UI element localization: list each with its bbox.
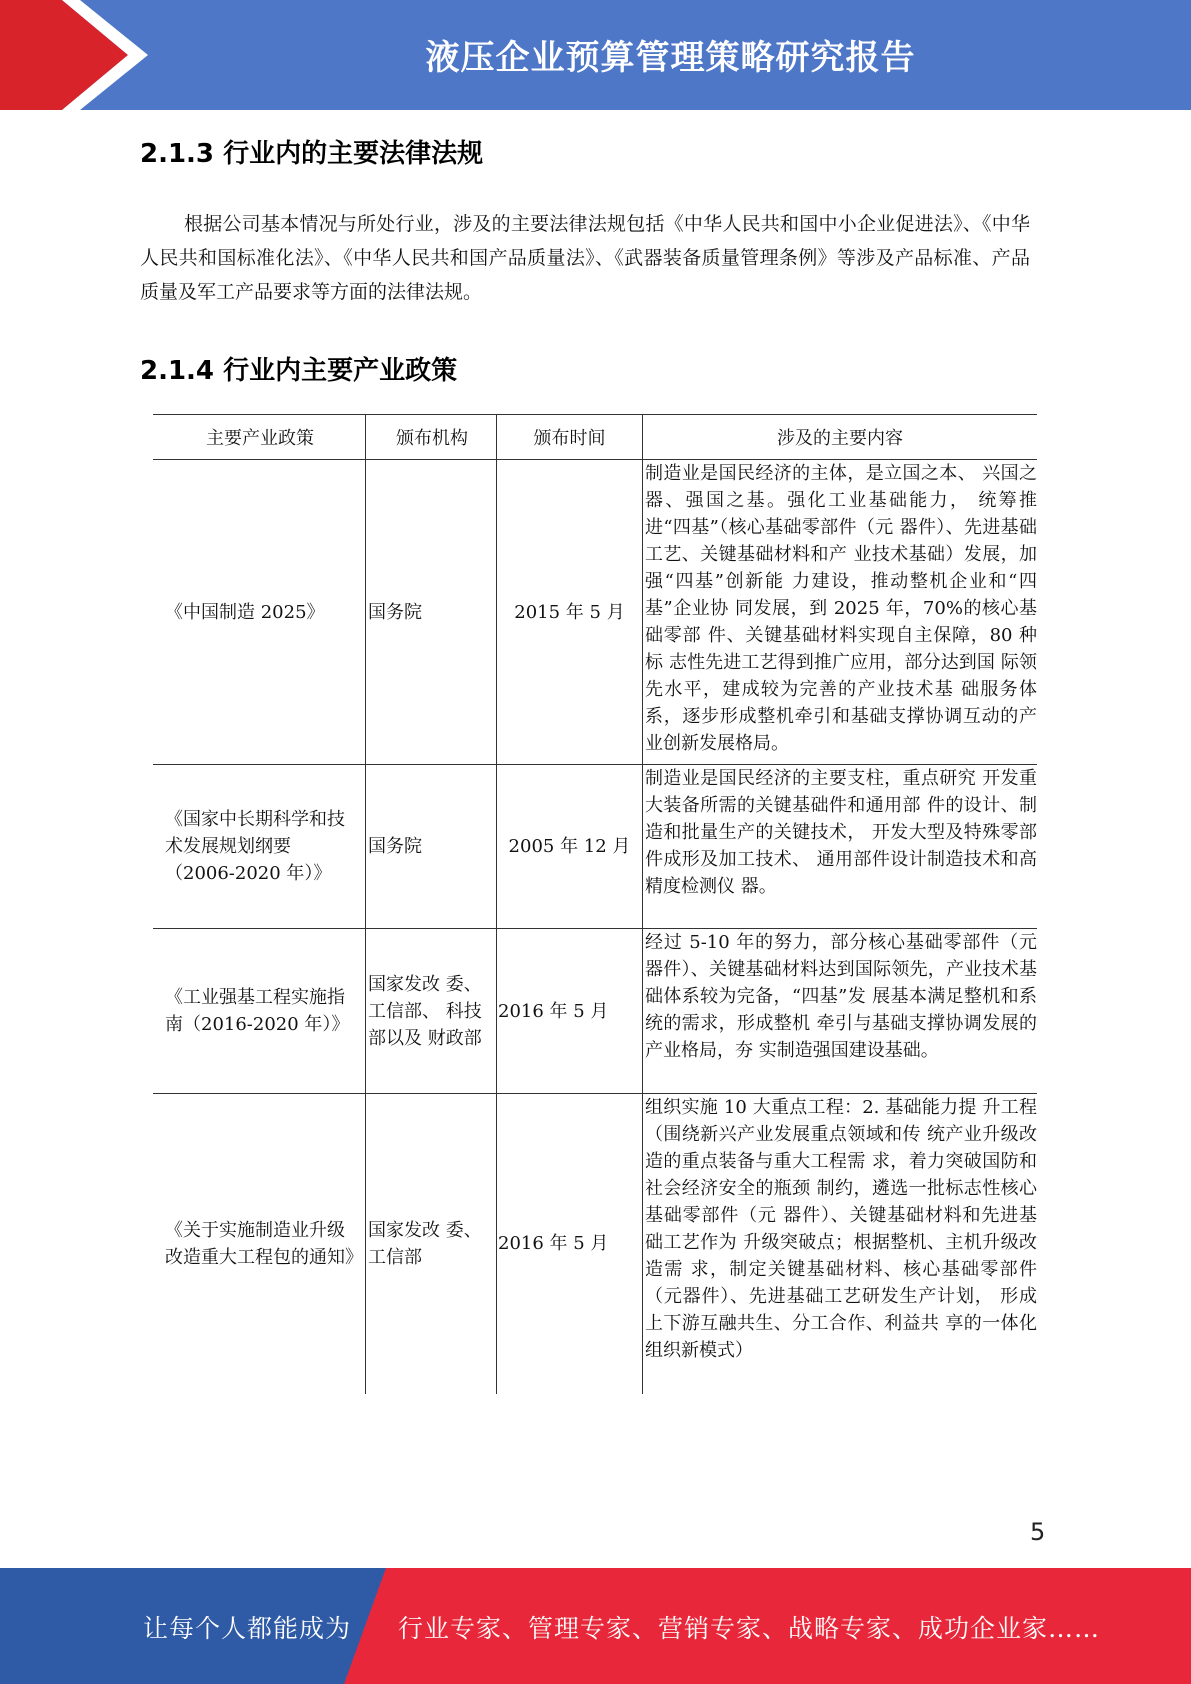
page-number: 5	[1030, 1518, 1046, 1546]
policy-content: 组织实施 10 大重点工程：2. 基础能力提 升工程（围绕新兴产业发展重点领域和传 统产业升级改造的重点装备与重大工程需 求，着力突破国防和社会经济安全的瓶颈 制约，遴选一批标志性核心基础零部件（元 器件）、关键基础材料和先进基础工艺作为 升级突破点；根据整机、主机升级改造需 求，制定关键基础材料、核心基础零部件 （元器件）、先进基础工艺研发生产计划， 形成上下游互融共生、分工合作、利益共 享的一体化组织新模式）	[643, 1094, 1038, 1394]
policy-content: 制造业是国民经济的主体，是立国之本、 兴国之器、强国之基。强化工业基础能力， 统筹推进“四基”（核心基础零部件（元 器件）、先进基础工艺、关键基础材料和产 业技术基础）发展，加强“四基”创新能 力建设，推动整机企业和“四基”企业协 同发展，到 2025 年，70%的核心基础零部 件、关键基础材料实现自主保障，80 种标 志性先进工艺得到推广应用，部分达到国 际领先水平，建成较为完善的产业技术基 础服务体系，逐步形成整机牵引和基础支撑协调互动的产业创新发展格局。	[643, 460, 1038, 765]
policy-content: 制造业是国民经济的主要支柱，重点研究 开发重大装备所需的关键基础件和通用部 件的设计、制造和批量生产的关键技术， 开发大型及特殊零部件成形及加工技术、 通用部件设计制造技术和高精度检测仪 器。	[643, 765, 1038, 929]
policy-agency: 国务院	[366, 765, 497, 929]
policy-table	[153, 414, 1037, 1394]
section-heading-2-1-3: 2.1.3 行业内的主要法律法规	[140, 139, 484, 169]
policy-date: 2015 年 5 月	[497, 460, 643, 765]
policy-content: 经过 5-10 年的努力，部分核心基础零部件（元器件）、关键基础材料达到国际领先，产业技术基础体系较为完备，“四基”发 展基本满足整机和系统的需求，形成整机 牵引与基础支撑协调发展的产业格局，夯 实制造强国建设基础。	[643, 929, 1038, 1094]
column-header-policy: 主要产业政策	[153, 415, 366, 460]
section-paragraph: 根据公司基本情况与所处行业，涉及的主要法律法规包括《中华人民共和国中小企业促进法》、《中华人民共和国标准化法》、《中华人民共和国产品质量法》、《武器装备质量管理条例》等涉及产品标准、产品质量及军工产品要求等方面的法律法规。	[140, 213, 1030, 303]
column-header-content: 涉及的主要内容	[643, 415, 1038, 460]
footer-slogan-left: 让每个人都能成为	[143, 1614, 352, 1643]
policy-name: 《工业强基工程实施指南（2016-2020 年）》	[153, 929, 366, 1094]
table-row	[153, 1094, 1037, 1394]
policy-agency: 国家发改 委、工信部、 科技部以及 财政部	[366, 929, 497, 1094]
policy-agency: 国家发改 委、工信部	[366, 1094, 497, 1394]
table-header-row	[153, 415, 1037, 460]
policy-name: 《中国制造 2025》	[153, 460, 366, 765]
policy-name: 《国家中长期科学和技术发展规划纲要（2006-2020 年）》	[153, 765, 366, 929]
policy-date: 2016 年 5 月	[497, 1094, 643, 1394]
policy-name: 《关于实施制造业升级改造重大工程包的通知》	[165, 1219, 363, 1268]
column-header-date: 颁布时间	[497, 415, 643, 460]
header-title: 液压企业预算管理策略研究报告	[425, 38, 916, 78]
table-row	[153, 765, 1037, 929]
table-row	[153, 460, 1037, 765]
policy-date: 2005 年 12 月	[497, 765, 643, 929]
column-header-agency: 颁布机构	[366, 415, 497, 460]
page-header	[0, 0, 1191, 110]
footer-slogan-right: 行业专家、管理专家、营销专家、战略专家、成功企业家……	[398, 1614, 1101, 1643]
table-row	[153, 929, 1037, 1094]
policy-agency: 国务院	[366, 460, 497, 765]
page-footer	[0, 1568, 1191, 1684]
section-heading-2-1-4: 2.1.4 行业内主要产业政策	[140, 356, 458, 386]
policy-date: 2016 年 5 月	[497, 929, 643, 1094]
